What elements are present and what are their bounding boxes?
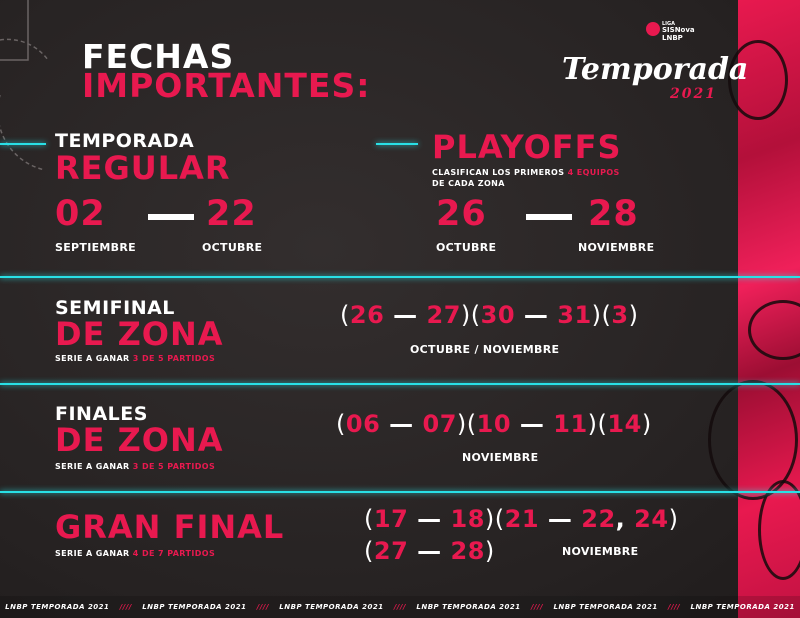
granfinal-date: 21: [504, 505, 540, 533]
granfinal-date: 22: [581, 505, 616, 533]
granfinal-dates-row1: (17 — 18)(21 — 22, 24): [364, 505, 679, 533]
footer-text: LNBP TEMPORADA 2021: [5, 603, 110, 611]
divider-1: [0, 276, 800, 278]
playoffs-dash: [526, 214, 572, 220]
playoffs-note: [432, 168, 620, 177]
granfinal-months: NOVIEMBRE: [562, 545, 639, 558]
finales-date: 07: [422, 410, 457, 438]
semifinal-months: OCTUBRE / NOVIEMBRE: [410, 343, 560, 356]
regular-dash: [148, 214, 194, 220]
footer-ticker: [0, 596, 800, 618]
footer-sep: ////: [393, 603, 407, 611]
semifinal-top: SEMIFINAL: [55, 297, 175, 319]
granfinal-date: 27: [373, 537, 409, 565]
finales-date: 10: [476, 410, 512, 438]
semifinal-date: 30: [480, 301, 516, 329]
logo-sponsor: SISNova: [662, 26, 695, 34]
footer-sep: ////: [119, 603, 132, 611]
granfinal-series-highlight: 4 DE 7 PARTIDOS: [132, 549, 216, 558]
logo-year: 2021: [670, 86, 717, 102]
finales-series-text: SERIE A GANAR: [55, 462, 130, 471]
footer-text: LNBP TEMPORADA 2021: [553, 603, 658, 611]
footer-text: LNBP TEMPORADA 2021: [279, 603, 384, 611]
logo-brand: LNBP: [662, 34, 683, 42]
divider-short-left: [0, 143, 46, 145]
semifinal-date: 27: [426, 301, 461, 329]
semifinal-series-highlight: 3 DE 5 PARTIDOS: [132, 354, 216, 363]
divider-3: [0, 491, 800, 493]
finales-series-highlight: 3 DE 5 PARTIDOS: [132, 462, 216, 471]
regular-start-month: SEPTIEMBRE: [55, 241, 136, 254]
granfinal-date: 17: [373, 505, 409, 533]
season-logo: [550, 14, 750, 104]
footer-text: LNBP TEMPORADA 2021: [142, 603, 247, 611]
divider-2: [0, 383, 800, 385]
granfinal-dates-row2: (27 — 28): [364, 537, 495, 565]
semifinal-series: [55, 354, 215, 363]
footer-text: LNBP TEMPORADA 2021: [416, 603, 521, 611]
semifinal-date: 31: [557, 301, 592, 329]
regular-end-day: 22: [206, 194, 257, 234]
playoffs-note-text: CLASIFICAN LOS PRIMEROS: [432, 168, 565, 177]
playoffs-note-highlight: 4 EQUIPOS: [567, 168, 620, 177]
regular-top: TEMPORADA: [55, 130, 195, 152]
finales-months: NOVIEMBRE: [462, 451, 539, 464]
logo-liga: LIGA: [662, 21, 676, 27]
granfinal-series: [55, 549, 215, 558]
ball-icon: [646, 22, 660, 36]
page-title-line1: FECHAS: [82, 37, 235, 76]
regular-main: REGULAR: [55, 149, 231, 187]
finales-dates: (06 — 07)(10 — 11)(14): [336, 410, 652, 438]
granfinal-date: 18: [450, 505, 485, 533]
finales-series: [55, 462, 215, 471]
logo-script-temporada: Temporada: [562, 52, 749, 87]
granfinal-series-text: SERIE A GANAR: [55, 549, 130, 558]
finales-top: FINALES: [55, 403, 148, 425]
granfinal-main: GRAN FINAL: [55, 508, 285, 546]
granfinal-date: 24: [634, 505, 669, 533]
finales-date: 11: [553, 410, 588, 438]
playoffs-note-line2: DE CADA ZONA: [432, 179, 505, 188]
divider-short-mid: [376, 143, 418, 145]
semifinal-dates: (26 — 27)(30 — 31)(3): [340, 301, 639, 329]
granfinal-date: 28: [450, 537, 485, 565]
playoffs-start-day: 26: [436, 194, 487, 234]
semifinal-date: 26: [349, 301, 385, 329]
footer-sep: ////: [668, 603, 681, 611]
semifinal-date: 3: [611, 301, 629, 329]
footer-sep: ////: [256, 603, 270, 611]
regular-end-month: OCTUBRE: [202, 241, 263, 254]
finales-date: 06: [345, 410, 381, 438]
regular-start-day: 02: [55, 194, 106, 234]
playoffs-end-month: NOVIEMBRE: [578, 241, 655, 254]
semifinal-main: DE ZONA: [55, 315, 224, 353]
semifinal-series-text: SERIE A GANAR: [55, 354, 130, 363]
playoffs-end-day: 28: [588, 194, 639, 234]
playoffs-main: PLAYOFFS: [432, 128, 622, 166]
page-title-line2: IMPORTANTES:: [82, 66, 371, 105]
finales-main: DE ZONA: [55, 421, 224, 459]
finales-date: 14: [607, 410, 642, 438]
footer-text: LNBP TEMPORADA 2021: [690, 603, 795, 611]
footer-sep: ////: [530, 603, 544, 611]
playoffs-start-month: OCTUBRE: [436, 241, 497, 254]
